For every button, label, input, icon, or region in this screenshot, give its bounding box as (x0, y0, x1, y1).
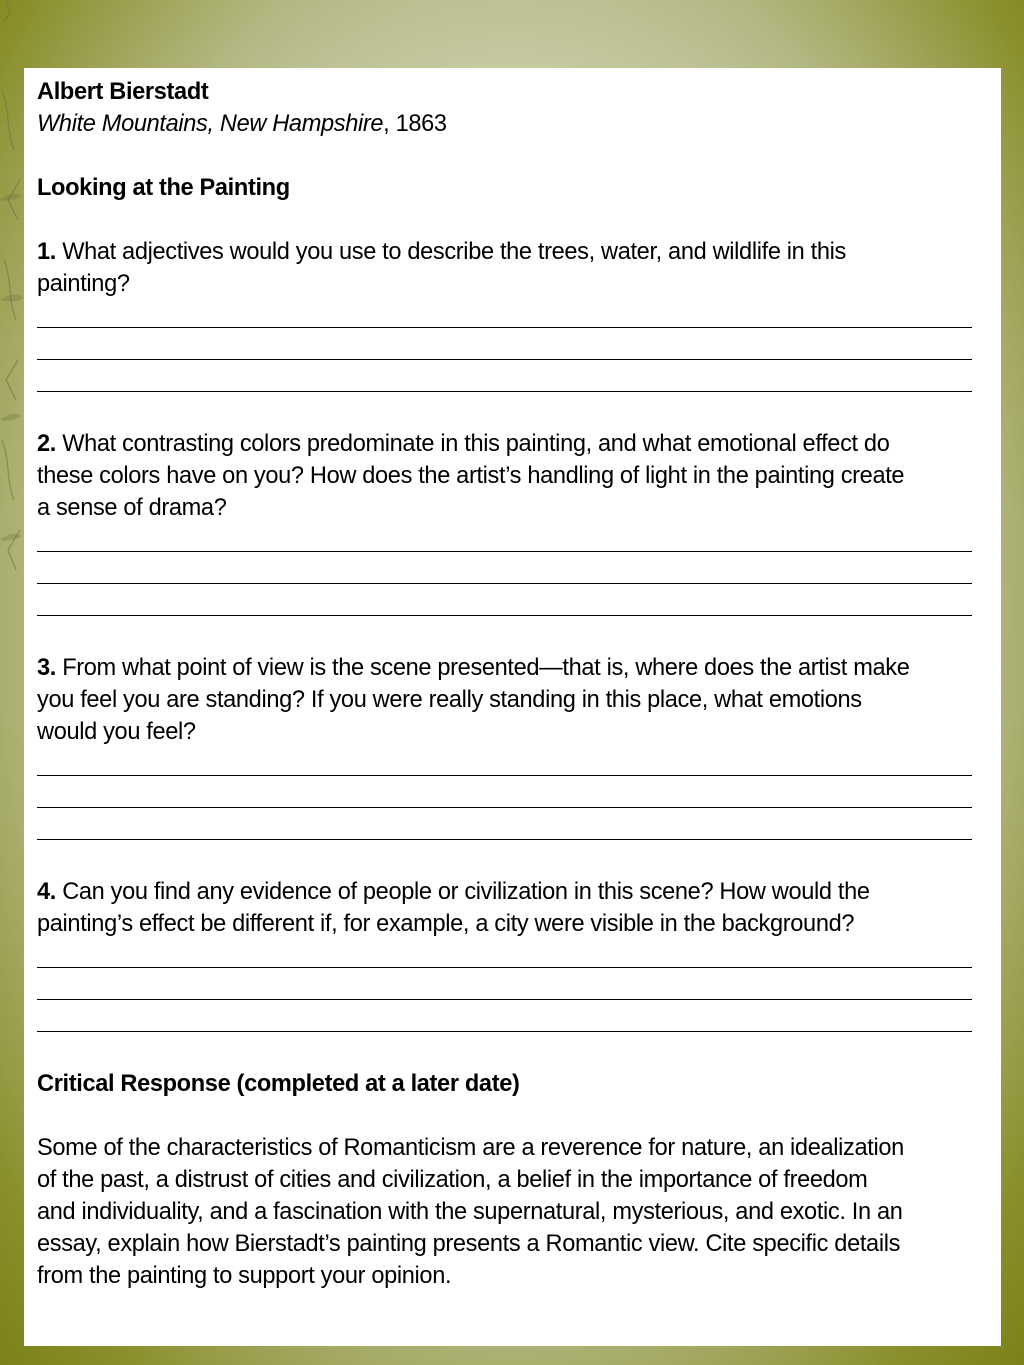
critical-paragraph-line-5: from the painting to support your opinion. (37, 1263, 452, 1289)
answer-line-q2-a[interactable] (37, 524, 987, 556)
question-1-text: What adjectives would you use to describe the trees, water, and wildlife in this (55, 239, 846, 265)
critical-paragraph-line-4: essay, explain how Bierstadt’s painting presents a Romantic view. Cite specific details (37, 1231, 901, 1257)
answer-line-q3-a[interactable] (37, 748, 987, 780)
question-3-line-3: would you feel? (37, 719, 196, 745)
spacer (37, 620, 987, 652)
question-4-number: 4. (37, 879, 56, 905)
spacer (37, 844, 987, 876)
question-3-line-1 (37, 652, 987, 684)
critical-paragraph-line-2: of the past, a distrust of cities and civilization, a belief in the importance of freedom (37, 1167, 868, 1193)
answer-line-q1-b[interactable] (37, 332, 987, 364)
critical-paragraph-line-1: Some of the characteristics of Romanticism are a reverence for nature, an idealization (37, 1135, 904, 1161)
answer-line-q3-b[interactable] (37, 780, 987, 812)
painting-date: , 1863 (383, 111, 447, 137)
question-1-line-1 (37, 236, 987, 268)
question-3-number: 3. (37, 655, 56, 681)
painting-title: White Mountains, New Hampshire (37, 111, 384, 137)
spacer (37, 1100, 987, 1132)
question-4-text: Can you find any evidence of people or civilization in this scene? How would the (55, 879, 870, 905)
question-2-text: What contrasting colors predominate in this painting, and what emotional effect do (55, 431, 890, 457)
question-3-line-2: you feel you are standing? If you were really standing in this place, what emotions (37, 687, 862, 713)
question-2-line-3: a sense of drama? (37, 495, 227, 521)
question-1-number: 1. (37, 239, 56, 265)
answer-line-q4-a[interactable] (37, 940, 987, 972)
section-heading-looking: Looking at the Painting (37, 175, 290, 201)
answer-line-q2-b[interactable] (37, 556, 987, 588)
worksheet-page (24, 68, 1001, 1346)
section-heading-critical: Critical Response (completed at a later date) (37, 1071, 520, 1097)
answer-line-q1-c[interactable] (37, 364, 987, 396)
answer-line-q1-a[interactable] (37, 300, 987, 332)
critical-paragraph-line-3: and individuality, and a fascination with the supernatural, mysterious, and exotic. In an (37, 1199, 903, 1225)
question-4-line-1 (37, 876, 987, 908)
artist-name: Albert Bierstadt (37, 79, 209, 105)
answer-line-q4-c[interactable] (37, 1004, 987, 1036)
question-2-number: 2. (37, 431, 56, 457)
question-2-line-1 (37, 428, 987, 460)
answer-line-q2-c[interactable] (37, 588, 987, 620)
spacer (37, 204, 987, 236)
question-4-line-2: painting’s effect be different if, for example, a city were visible in the background? (37, 911, 855, 937)
painting-caption (37, 108, 987, 140)
spacer (37, 1036, 987, 1068)
answer-line-q3-c[interactable] (37, 812, 987, 844)
answer-line-q4-b[interactable] (37, 972, 987, 1004)
question-1-line-2: painting? (37, 271, 130, 297)
question-3-text: From what point of view is the scene presented—that is, where does the artist make (55, 655, 910, 681)
spacer (37, 396, 987, 428)
spacer (37, 140, 987, 172)
question-2-line-2: these colors have on you? How does the artist’s handling of light in the painting create (37, 463, 905, 489)
